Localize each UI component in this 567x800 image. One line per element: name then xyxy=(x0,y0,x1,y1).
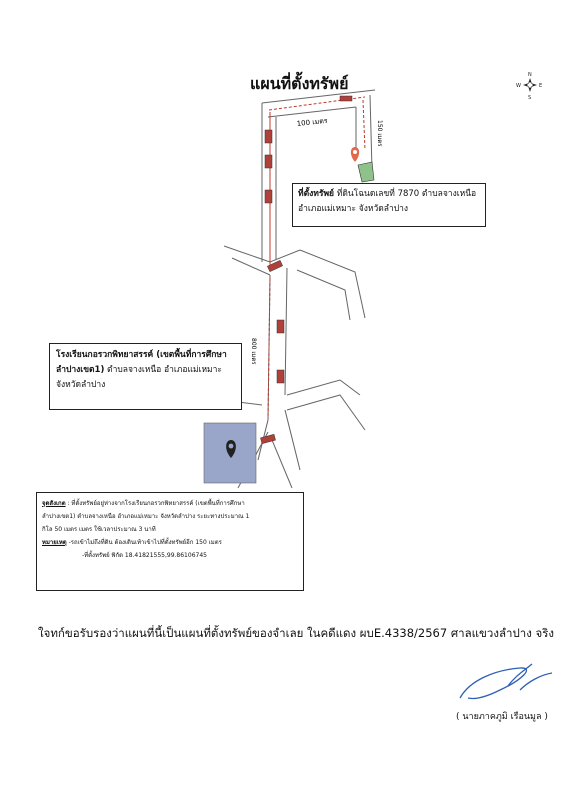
compass-s-label: S xyxy=(528,95,532,101)
arrow-marker xyxy=(265,130,272,143)
compass-w-label: W xyxy=(516,83,521,89)
note-text4: -รถเข้าไม่ถึงที่ดิน ต้องเดินเท้าเข้าไปที่ตั้งทรัพย์อีก 150 เมตร xyxy=(66,539,222,546)
compass-icon xyxy=(516,72,542,101)
property-label-box xyxy=(292,183,486,227)
property-label-text1: ที่ดินโฉนดเลขที่ 7870 ตำบลจางเหนือ xyxy=(334,189,477,199)
school-label-heading2: ลำปางเขต1) xyxy=(56,365,105,375)
note-label2: หมายเหตุ xyxy=(42,539,67,546)
property-pin-icon xyxy=(351,147,374,182)
compass-e-label: E xyxy=(539,83,543,89)
arrow-marker xyxy=(265,190,272,203)
distance-top-label: 100 เมตร xyxy=(296,116,328,128)
property-label-heading: ที่ตั้งทรัพย์ xyxy=(298,189,335,199)
school-label-box xyxy=(49,343,242,410)
school-label-line2: ตำบลจางเหนือ อำเภอแม่เหมาะ xyxy=(104,365,222,375)
map-title: แผนที่ตั้งทรัพย์ xyxy=(250,74,349,93)
note-label1: จุดสังเกต xyxy=(42,500,66,507)
note-box xyxy=(36,492,304,591)
school-label-heading1: โรงเรียนกอรวกพิทยาสรรค์ (เขตพื้นที่การศึกษา xyxy=(56,350,227,360)
note-text1: : ที่ตั้งทรัพย์อยู่ห่างจากโรงเรียนกอรวกพิทยาสรรค์ (เขตพื้นที่การศึกษา xyxy=(65,500,245,507)
arrow-marker xyxy=(277,370,284,383)
note-text5: -ที่ตั้งทรัพย์ พิกัด 18.41821555,99.86106745 xyxy=(82,552,207,559)
property-label-line1 xyxy=(298,187,480,202)
signature-mark xyxy=(460,664,552,699)
compass-n-label: N xyxy=(528,72,532,78)
certification-text: ใจทก์ขอรับรองว่าแผนที่นี้เป็นแผนที่ตั้งทรัพย์ของจำเลย ในคดีแดง ผบE.4338/2567 ศาลแขวงลำปาง จริง xyxy=(38,626,555,640)
note-text3: กิโล 50 เมตร เมตร ใช้เวลาประมาณ 3 นาที xyxy=(42,526,156,533)
direction-arrows xyxy=(260,96,352,444)
arrow-marker xyxy=(277,320,284,333)
property-label-line2: อำเภอแม่เหมาะ จังหวัดลำปาง xyxy=(298,204,409,214)
arrow-marker xyxy=(265,155,272,168)
distance-right-label: 150 เมตร xyxy=(376,120,383,147)
distance-vertical-label: 800 เมตร xyxy=(250,338,257,365)
note-text2: ลำปางเขต1) ตำบลจางเหนือ อำเภอแม่เหมาะ จังหวัดลำปาง ระยะทางประมาณ 1 xyxy=(42,513,250,520)
school-label-line3: จังหวัดลำปาง xyxy=(56,380,106,390)
signature-name: ( นายภาคภูมิ เรือนมูล ) xyxy=(456,712,548,722)
